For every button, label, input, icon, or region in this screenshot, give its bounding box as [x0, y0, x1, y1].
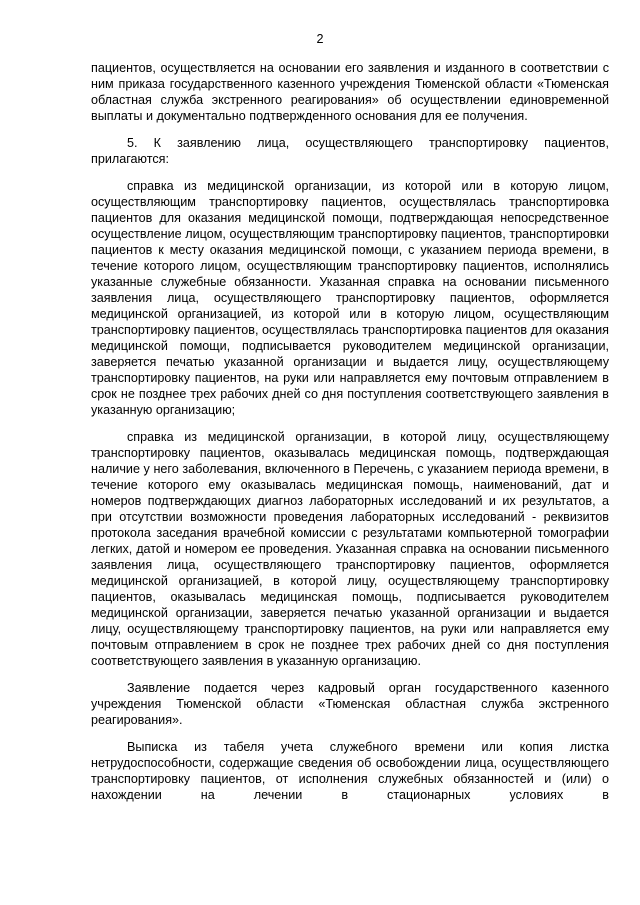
paragraph-application-submission: Заявление подается через кадровый орган государственного казенного учреждения Тюменской области «Тюменская областная служба экстренного реагирования». [91, 681, 609, 727]
paragraph-timesheet-extract: Выписка из табеля учета служебного времени или копия листка нетрудоспособности, содержащие сведения об освобождении лица, осуществляющего транспортировку пациентов, от исполнения служебных обязанностей и (или) о нахождении на лечении в стационарных условиях в [91, 740, 609, 802]
paragraph-continuation: пациентов, осуществляется на основании его заявления и изданного в соответствии с ним приказа государственного казенного учреждения Тюменской области «Тюменская областная служба экстренного реагирования» об осуществлении единовременной выплаты и документально подтвержденного основания для ее получения. [91, 61, 609, 123]
paragraph-medical-certificate: справка из медицинской организации, в которой лицу, осуществляющему транспортировку пациентов, оказывалась медицинская помощь, подтверждающая наличие у него заболевания, включенного в Перечень, с указанием периода времени, в течение которого ему оказывалась медицинская помощь, наименований, дат и номеров подтверждающих диагноз лабораторных исследований и их результатов, а при отсутствии возможности проведения лабораторных исследований - реквизитов протокола заседания врачебной комиссии с результатами компьютерной томографии легких, датой и номером ее проведения. Указанная справка на основании письменного заявления лица, осуществляющего транспортировку пациентов, оформляется медицинской организацией, в которой лицу, осуществляющему транспортировку пациентов, оказывалась медицинская помощь, подписывается руководителем медицинской организации, заверяется печатью указанной организации и выдается лицу, осуществляющему транспортировку пациентов, на руки или направляется ему почтовым отправлением в срок не позднее трех рабочих дней со дня поступления соответствующего заявления в указанную организацию. [91, 430, 609, 668]
page-number: 2 [316, 32, 324, 46]
document-body [91, 60, 609, 803]
paragraph-transport-certificate: справка из медицинской организации, из которой или в которую лицом, осуществляющим транспортировку пациентов, осуществлялась транспортировка пациентов для оказания медицинской помощи, подтверждающая непосредственное осуществление лицом, осуществляющим транспортировку пациентов, транспортировки пациентов к месту оказания медицинской помощи, с указанием периода времени, в течение которого лицом, осуществляющим транспортировку пациентов, исполнялись указанные служебные обязанности. Указанная справка на основании письменного заявления лица, осуществляющего транспортировку пациентов, оформляется медицинской организацией, из которой или в которую лицом, осуществляющим транспортировку пациентов, осуществлялась транспортировка пациентов для оказания медицинской помощи, подписывается руководителем медицинской организации, заверяется печатью указанной организации и выдается лицу, осуществляющему транспортировку пациентов, на руки или направляется ему почтовым отправлением в срок не позднее трех рабочих дней со дня поступления соответствующего заявления в указанную организацию; [91, 179, 609, 417]
paragraph-item-5: 5. К заявлению лица, осуществляющего транспортировку пациентов, прилагаются: [91, 136, 609, 166]
